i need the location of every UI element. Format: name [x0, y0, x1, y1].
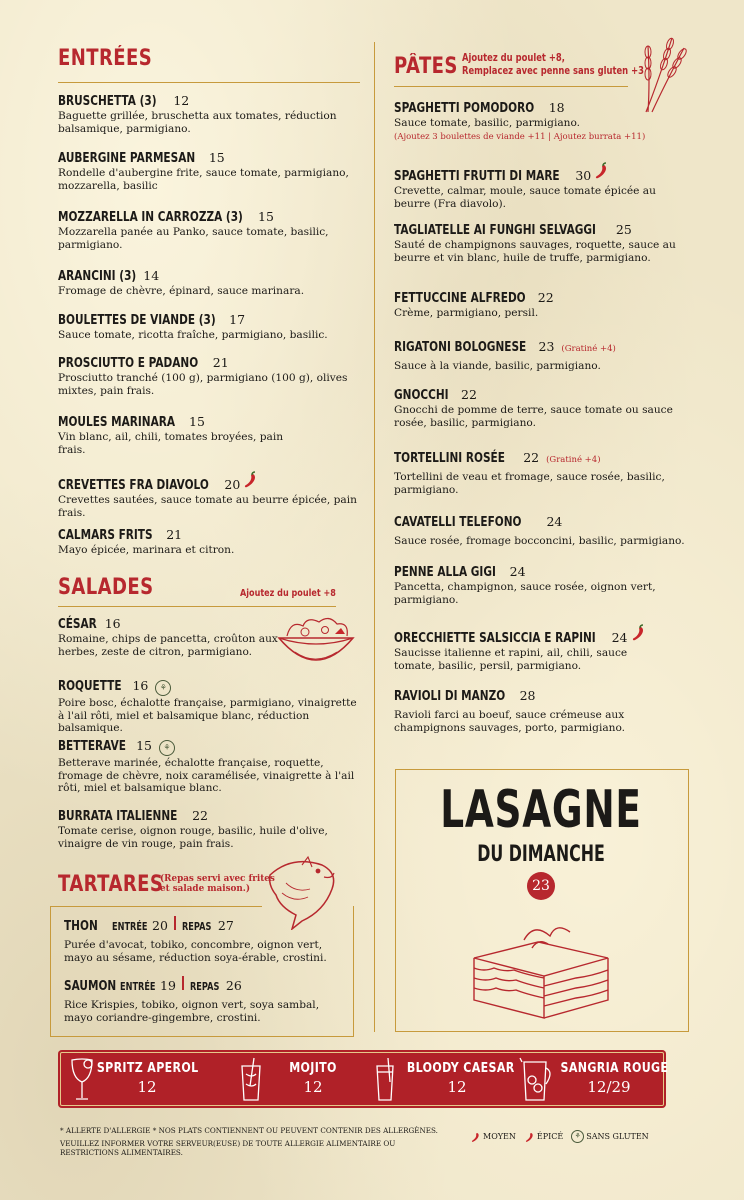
divider: [394, 86, 628, 87]
menu-item: [394, 339, 694, 373]
item-desc: Vin blanc, ail, chili, tomates broyées, pain frais.: [58, 431, 284, 456]
item-name: SPAGHETTI FRUTTI DI MARE: [394, 168, 560, 184]
menu-item: [58, 312, 358, 342]
item-desc: Fromage de chèvre, épinard, sauce marinara.: [58, 285, 305, 297]
chili-pepper-icon: [524, 1131, 536, 1143]
item-desc: Mayo épicée, marinara et citron.: [58, 544, 235, 556]
lasagne-price-badge: 23: [527, 872, 555, 900]
item-name: BOULETTES DE VIANDE (3): [58, 312, 216, 328]
item-name: PROSCIUTTO E PADANO: [58, 355, 199, 371]
drink-item: [368, 1050, 516, 1108]
item-price: 22: [523, 450, 540, 465]
chili-pepper-icon: [470, 1131, 482, 1143]
item-desc: Betterave marinée, échalotte française, roquette, fromage de chèvre, noix caramélisée, vinaigrette à l'ail rôti, miel et balsamique blanc.: [58, 757, 355, 795]
drink-name: BLOODY CAESAR: [406, 1061, 515, 1076]
legend-moyen: [470, 1131, 516, 1143]
item-name: BURRATA ITALIENNE: [58, 808, 178, 824]
gratine-note: (Gratiné +4): [546, 455, 601, 465]
menu-item: [58, 616, 278, 658]
pates-title: PÂTES: [394, 54, 458, 79]
allergy-line: * ALLERTE D'ALLERGIE * NOS PLATS CONTIENNENT OU PEUVENT CONTENIR DES ALLERGÈNES.: [60, 1126, 438, 1135]
menu-item: [58, 93, 358, 135]
item-name: MOULES MARINARA: [58, 414, 176, 430]
repas-price: 27: [217, 918, 234, 933]
item-name: ARANCINI (3): [58, 268, 137, 284]
item-name: CAVATELLI TELEFONO: [394, 514, 522, 530]
salades-title: SALADES: [58, 575, 154, 600]
divider: [58, 606, 336, 607]
gluten-free-icon: ⚘: [155, 680, 171, 696]
price-separator: [174, 916, 176, 930]
item-price: 22: [537, 290, 554, 305]
menu-item: [394, 162, 694, 210]
entree-price: 19: [160, 978, 176, 993]
item-name: THON: [64, 918, 98, 934]
menu-item: [394, 624, 694, 672]
item-desc: Tortellini de veau et fromage, sauce rosée, basilic, parmigiano.: [394, 471, 665, 496]
legend-label: SANS GLUTEN: [586, 1132, 649, 1141]
drink-item: [58, 1050, 206, 1108]
legend-label: ÉPICÉ: [536, 1132, 564, 1141]
chili-pepper-icon: [631, 624, 647, 642]
menu-item: [58, 738, 363, 795]
item-price: 15: [208, 150, 225, 165]
mojito-glass-icon: [238, 1056, 264, 1102]
item-desc: Purée d'avocat, tobiko, concombre, oignon vert, mayo au sésame, réduction soya-érable, crostini.: [64, 939, 327, 964]
drink-price: 12: [303, 1078, 323, 1096]
repas-label: REPAS: [181, 921, 212, 933]
item-desc: Mozzarella panée au Panko, sauce tomate, basilic, parmigiano.: [58, 226, 329, 251]
menu-item: [64, 916, 344, 964]
repas-label: REPAS: [189, 981, 220, 993]
menu-item: [64, 976, 344, 1024]
menu-item: [58, 527, 358, 557]
item-price: 15: [136, 738, 152, 753]
item-price: 24: [546, 514, 563, 529]
spritz-glass-icon: [68, 1056, 96, 1102]
menu-item: [58, 150, 358, 192]
item-desc: Sauté de champignons sauvages, roquette, sauce au beurre et vin blanc, huile de truffe, parmigiano.: [394, 239, 676, 264]
menu-item: [58, 471, 358, 519]
salad-bowl-illustration: [275, 612, 357, 674]
menu-item: [58, 678, 363, 735]
item-price: 15: [189, 414, 205, 429]
menu-item: [394, 688, 654, 734]
item-name: SPAGHETTI POMODORO: [394, 100, 535, 116]
gratine-note: (Gratiné +4): [561, 344, 616, 354]
legend: [470, 1130, 649, 1143]
item-price: 14: [143, 268, 160, 283]
legend-label: MOYEN: [483, 1132, 516, 1141]
item-desc: Sauce tomate, basilic, parmigiano.: [394, 117, 581, 129]
item-price: 21: [212, 355, 229, 370]
item-desc: Romaine, chips de pancetta, croûton aux herbes, zeste de citron, parmigiano.: [58, 633, 278, 658]
lasagne-title: LASAGNE: [440, 780, 642, 840]
item-desc: Crevette, calmar, moule, sauce tomate épicée au beurre (Fra diavolo).: [394, 185, 656, 210]
menu-item: [394, 514, 694, 548]
drink-name: MOJITO: [289, 1061, 337, 1076]
menu-item: [58, 808, 348, 850]
item-name: RAVIOLI DI MANZO: [394, 688, 506, 704]
lasagne-subtitle: DU DIMANCHE: [477, 842, 605, 867]
item-price: 17: [229, 312, 246, 327]
item-price: 15: [258, 209, 274, 224]
item-price: 18: [548, 100, 565, 115]
item-name: MOZZARELLA IN CARROZZA (3): [58, 209, 243, 225]
entrees-title: ENTRÉES: [58, 46, 153, 71]
menu-item: [58, 414, 288, 456]
pates-note-line: Remplacez avec penne sans gluten +3: [462, 65, 644, 77]
pates-note-line: Ajoutez du poulet +8,: [462, 52, 565, 64]
item-name: AUBERGINE PARMESAN: [58, 150, 196, 166]
menu-item: [58, 268, 358, 298]
repas-price: 26: [225, 978, 242, 993]
item-name: TAGLIATELLE AI FUNGHI SELVAGGI: [394, 222, 596, 238]
entree-label: ENTRÉE: [112, 921, 148, 933]
drink-price: 12/29: [587, 1078, 631, 1096]
item-desc: Baguette grillée, bruschetta aux tomates, réduction balsamique, parmigiano.: [58, 110, 337, 135]
menu-item: [58, 209, 358, 251]
item-desc: Sauce rosée, fromage bocconcini, basilic, parmigiano.: [394, 535, 685, 547]
item-name: ROQUETTE: [58, 678, 122, 694]
item-name: GNOCCHI: [394, 387, 449, 403]
item-name: BETTERAVE: [58, 738, 126, 754]
divider: [50, 906, 262, 907]
drinks-banner: [58, 1050, 669, 1108]
entree-price: 20: [152, 918, 168, 933]
drink-name: SANGRIA ROUGE: [560, 1061, 669, 1076]
drink-item: [514, 1050, 669, 1108]
item-desc: Rondelle d'aubergine frite, sauce tomate, parmigiano, mozzarella, basilic: [58, 167, 349, 192]
menu-item: [394, 100, 694, 142]
item-desc: Prosciutto tranché (100 g), parmigiano (100 g), olives mixtes, pain frais.: [58, 372, 348, 397]
legend-gluten-free: [571, 1130, 648, 1143]
allergy-line: VEUILLEZ INFORMER VOTRE SERVEUR(EUSE) DE TOUTE ALLERGIE ALIMENTAIRE OU RESTRICTIONS ALIMENTAIRES.: [60, 1139, 396, 1157]
item-extra: (Ajoutez 3 boulettes de viande +11 | Ajoutez burrata +11): [394, 131, 646, 142]
item-price: 16: [104, 616, 121, 631]
item-name: FETTUCCINE ALFREDO: [394, 290, 526, 306]
tartares-title: TARTARES: [58, 872, 164, 897]
item-name: BRUSCHETTA (3): [58, 93, 157, 109]
item-price: 12: [173, 93, 190, 108]
item-name: SAUMON: [64, 978, 117, 994]
price-separator: [182, 976, 184, 990]
pates-note: [462, 52, 644, 78]
item-price: 22: [192, 808, 208, 823]
gluten-free-icon: ⚘: [571, 1130, 584, 1143]
item-price: 24: [611, 630, 628, 645]
item-desc: Crème, parmigiano, persil.: [394, 307, 539, 319]
item-name: ORECCHIETTE SALSICCIA E RAPINI: [394, 630, 596, 646]
item-desc: Sauce tomate, ricotta fraîche, parmigiano, basilic.: [58, 329, 328, 341]
item-desc: Sauce à la viande, basilic, parmigiano.: [394, 360, 601, 372]
gluten-free-icon: ⚘: [159, 740, 175, 756]
tartares-note: (Repas servi avec frites et salade maison.): [160, 874, 275, 894]
lasagne-illustration: [468, 920, 614, 1020]
caesar-glass-icon: [372, 1056, 398, 1102]
item-desc: Poire bosc, échalotte française, parmigiano, vinaigrette à l'ail rôti, miel et balsamique blanc, réduction balsamique.: [58, 697, 357, 735]
divider: [58, 82, 360, 83]
item-desc: Ravioli farci au boeuf, sauce crémeuse aux champignons sauvages, porto, parmigiano.: [394, 709, 626, 734]
menu-item: [394, 450, 694, 496]
item-desc: Gnocchi de pomme de terre, sauce tomate ou sauce rosée, basilic, parmigiano.: [394, 404, 673, 429]
chili-pepper-icon: [594, 162, 610, 180]
legend-epice: [524, 1131, 563, 1143]
drink-name: SPRITZ APEROL: [96, 1061, 199, 1076]
entree-label: ENTRÉE: [120, 981, 156, 993]
item-price: 20: [224, 477, 241, 492]
allergy-notice: [60, 1126, 460, 1157]
drink-price: 12: [447, 1078, 467, 1096]
menu-item: [58, 355, 358, 397]
menu-item: [394, 387, 684, 429]
item-price: 23: [538, 339, 555, 354]
lasagne-header: [395, 782, 687, 900]
column-divider: [374, 42, 375, 1032]
drink-item: [216, 1050, 364, 1108]
menu-item: [394, 564, 684, 606]
item-name: RIGATONI BOLOGNESE: [394, 339, 527, 355]
item-price: 28: [519, 688, 536, 703]
item-name: PENNE ALLA GIGI: [394, 564, 496, 580]
menu-item: [394, 222, 699, 264]
item-price: 24: [509, 564, 526, 579]
item-name: CALMARS FRITS: [58, 527, 153, 543]
item-desc: Rice Krispies, tobiko, oignon vert, soya sambal, mayo coriandre-gingembre, crostini.: [64, 999, 320, 1024]
item-price: 25: [615, 222, 632, 237]
sangria-pitcher-icon: [516, 1056, 556, 1102]
item-price: 21: [166, 527, 183, 542]
item-price: 16: [132, 678, 149, 693]
item-desc: Crevettes sautées, sauce tomate au beurre épicée, pain frais.: [58, 494, 357, 519]
item-name: CREVETTES FRA DIAVOLO: [58, 477, 209, 493]
item-name: CÉSAR: [58, 616, 97, 632]
item-price: 22: [461, 387, 477, 402]
item-desc: Saucisse italienne et rapini, ail, chili, sauce tomate, basilic, persil, parmigiano.: [394, 647, 628, 672]
item-desc: Tomate cerise, oignon rouge, basilic, huile d'olive, vinaigre de vin rouge, pain frais.: [58, 825, 328, 850]
drink-price: 12: [137, 1078, 157, 1096]
item-desc: Pancetta, champignon, sauce rosée, oignon vert, parmigiano.: [394, 581, 656, 606]
chili-pepper-icon: [243, 471, 259, 489]
item-name: TORTELLINI ROSÉE: [394, 450, 505, 466]
item-price: 30: [575, 168, 592, 183]
menu-item: [394, 290, 694, 320]
salades-note: Ajoutez du poulet +8: [240, 588, 336, 599]
